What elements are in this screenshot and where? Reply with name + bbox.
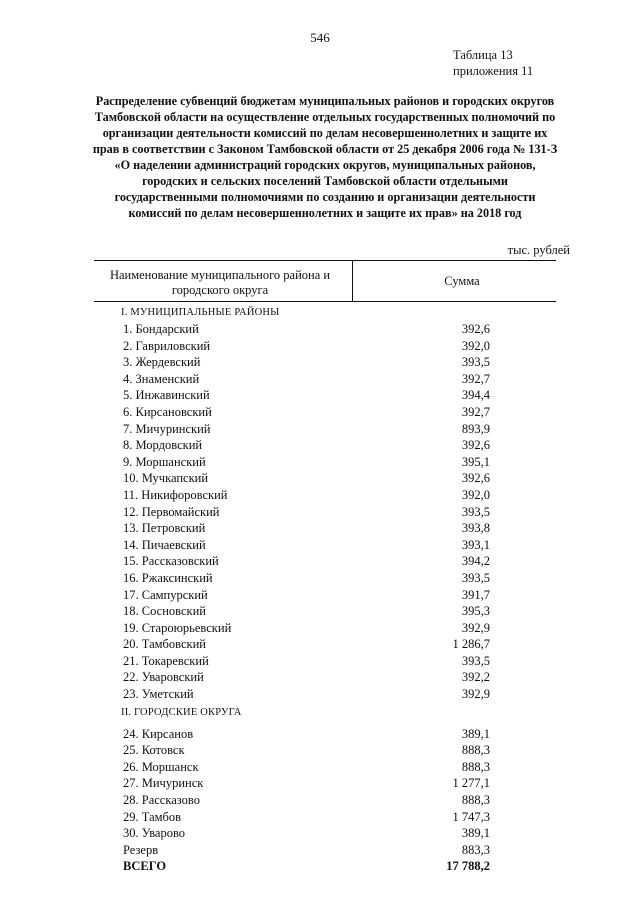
- row-value: 392,9: [461, 620, 490, 635]
- row-name: 9. Моршанский: [123, 454, 206, 469]
- table-row: [0, 537, 640, 554]
- row-name: 11. Никифоровский: [123, 487, 228, 502]
- header-name-column: Наименование муниципального района и городского округа: [109, 268, 331, 297]
- row-value: 393,5: [461, 653, 490, 668]
- row-name: 23. Уметский: [123, 687, 194, 702]
- row-name: 19. Староюрьевский: [123, 620, 232, 635]
- table-row: [0, 775, 640, 792]
- table-row: [0, 858, 640, 875]
- row-name: 22. Уваровский: [123, 670, 204, 685]
- row-name: 24. Кирсанов: [123, 726, 194, 741]
- row-name: 14. Пичаевский: [123, 537, 206, 552]
- row-value: 393,5: [461, 570, 490, 585]
- table-row: [0, 636, 640, 653]
- table-ref-line2: приложения 11: [453, 64, 534, 78]
- row-value: 888,3: [461, 793, 490, 808]
- row-value: 392,0: [461, 338, 490, 353]
- table-row: [0, 726, 640, 743]
- row-value: 1 277,1: [452, 776, 490, 791]
- row-value: 393,5: [461, 504, 490, 519]
- table-row: [0, 570, 640, 587]
- table-row: [0, 354, 640, 371]
- row-value: 395,3: [461, 604, 490, 619]
- table-column-divider: [352, 260, 353, 302]
- row-name: 3. Жердевский: [123, 355, 201, 370]
- row-name: ВСЕГО: [123, 859, 167, 874]
- section-heading: II. ГОРОДСКИЕ ОКРУГА: [121, 706, 242, 718]
- row-name: 7. Мичуринский: [123, 421, 211, 436]
- row-name: 17. Сампурский: [123, 587, 208, 602]
- table-reference: [453, 47, 533, 79]
- table-row: [0, 825, 640, 842]
- table-row: [0, 587, 640, 604]
- row-name: Резерв: [123, 842, 159, 857]
- table-row: [0, 703, 640, 721]
- table-row: [0, 338, 640, 355]
- row-value: 395,1: [461, 454, 490, 469]
- row-name: 16. Ржаксинский: [123, 570, 213, 585]
- section-heading: I. МУНИЦИПАЛЬНЫЕ РАЙОНЫ: [121, 307, 280, 318]
- row-value: 17 788,2: [446, 859, 490, 874]
- table-row: [0, 421, 640, 438]
- units-label: тыс. рублей: [507, 243, 570, 257]
- table-row: [0, 321, 640, 338]
- row-name: 2. Гавриловский: [123, 338, 211, 353]
- table-body: [0, 303, 640, 875]
- document-title: Распределение субвенций бюджетам муниципальных районов и городских округов Тамбовской области на осуществление отдельных государственных полномочий по организации деятельности комиссий по делам несовершеннолетних и защите их прав в соответствии с Законом Тамбовской области от 25 декабря 2006 года № 131-З «О наделении администраций городских округов, муниципальных районов, городских и сельских поселений Тамбовской области отдельными государственными полномочиями по созданию и организации деятельности комиссий по делам несовершеннолетних и защите их прав» на 2018 год: [92, 94, 558, 220]
- row-value: 1 747,3: [452, 809, 490, 824]
- table-row: [0, 792, 640, 809]
- table-row: [0, 553, 640, 570]
- table-row: [0, 303, 640, 321]
- row-value: 389,1: [461, 826, 490, 841]
- row-name: 13. Петровский: [123, 521, 206, 536]
- header-sum-column: Сумма: [444, 274, 480, 288]
- row-value: 888,3: [461, 759, 490, 774]
- table-row: [0, 809, 640, 826]
- row-name: 1. Бондарский: [123, 322, 199, 336]
- table-row: [0, 842, 640, 859]
- row-value: 392,6: [461, 471, 490, 486]
- row-name: 28. Рассказово: [123, 793, 200, 808]
- row-value: 883,3: [461, 842, 490, 857]
- table-row: [0, 669, 640, 686]
- row-name: 26. Моршанск: [123, 759, 199, 774]
- table-row: [0, 504, 640, 521]
- row-name: 30. Уварово: [123, 826, 186, 841]
- row-value: 393,5: [461, 355, 490, 370]
- table-row: [0, 371, 640, 388]
- row-value: 392,2: [461, 670, 490, 685]
- row-name: 29. Тамбов: [123, 809, 182, 824]
- row-value: 392,6: [461, 438, 490, 453]
- row-value: 888,3: [461, 743, 490, 758]
- row-value: 392,6: [461, 322, 490, 336]
- row-value: 392,9: [461, 687, 490, 702]
- row-value: 392,0: [461, 487, 490, 502]
- row-name: 5. Инжавинский: [123, 388, 210, 403]
- table-row: [0, 470, 640, 487]
- table-row: [0, 603, 640, 620]
- row-name: 10. Мучкапский: [123, 471, 209, 486]
- table-row: [0, 742, 640, 759]
- table-row: [0, 759, 640, 776]
- row-value: 393,8: [461, 521, 490, 536]
- table-row: [0, 620, 640, 637]
- page-number: 546: [310, 30, 330, 45]
- row-name: 18. Сосновский: [123, 604, 206, 619]
- table-top-rule: [94, 260, 556, 261]
- table-row: [0, 686, 640, 703]
- row-value: 391,7: [461, 587, 490, 602]
- row-name: 25. Котовск: [123, 743, 185, 758]
- row-value: 394,2: [461, 554, 490, 569]
- row-name: 20. Тамбовский: [123, 637, 206, 652]
- row-value: 893,9: [461, 421, 490, 436]
- table-ref-line1: Таблица 13: [453, 48, 513, 62]
- row-name: 21. Токаревский: [123, 653, 209, 668]
- row-value: 389,1: [461, 726, 490, 741]
- table-row: [0, 487, 640, 504]
- table-row: [0, 437, 640, 454]
- table-row: [0, 520, 640, 537]
- row-name: 15. Рассказовский: [123, 554, 219, 569]
- row-name: 8. Мордовский: [123, 438, 203, 453]
- row-name: 27. Мичуринск: [123, 776, 204, 791]
- table-row: [0, 454, 640, 471]
- table-row: [0, 653, 640, 670]
- row-value: 394,4: [461, 388, 490, 403]
- row-value: 392,7: [461, 404, 490, 419]
- row-name: 4. Знаменский: [123, 371, 200, 386]
- row-name: 12. Первомайский: [123, 504, 220, 519]
- row-name: 6. Кирсановский: [123, 404, 212, 419]
- row-value: 1 286,7: [452, 637, 490, 652]
- table-header-rule: [94, 301, 556, 302]
- table-row: [0, 404, 640, 421]
- row-value: 392,7: [461, 371, 490, 386]
- table-row: [0, 387, 640, 404]
- row-value: 393,1: [461, 537, 490, 552]
